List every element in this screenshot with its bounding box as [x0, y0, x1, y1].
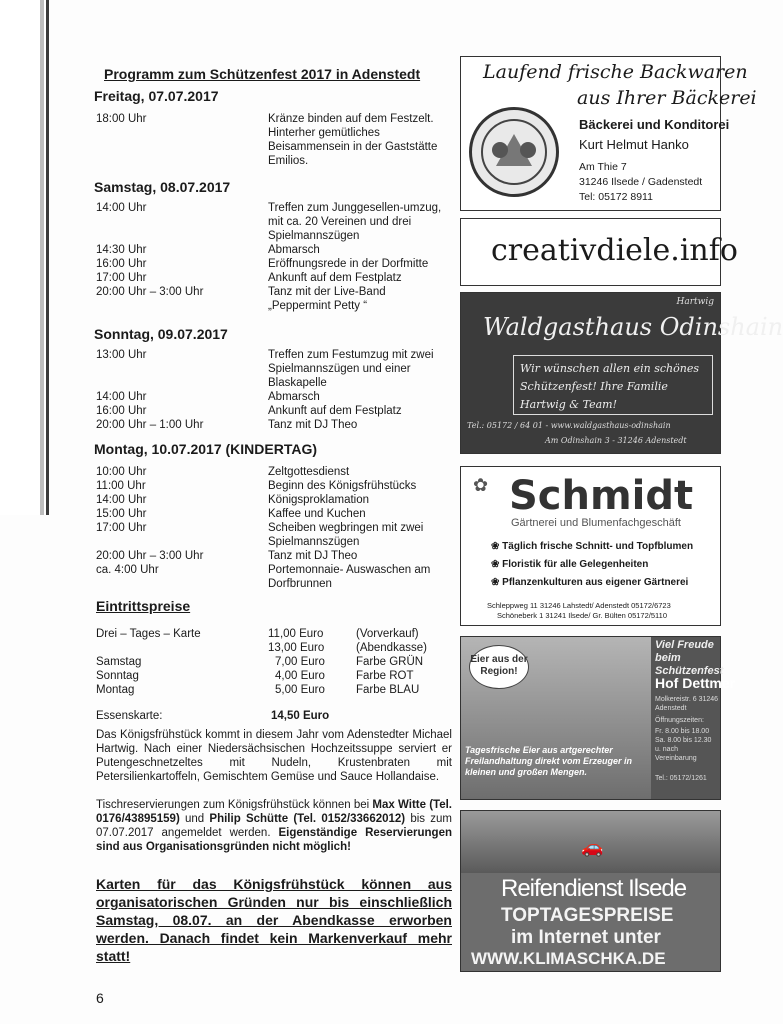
reifendienst-ad	[460, 810, 721, 972]
day-heading: Montag, 10.07.2017 (KINDERTAG)	[94, 441, 318, 457]
event-time: 16:00 Uhr	[96, 405, 147, 417]
prices-heading: Eintrittspreise	[96, 598, 191, 614]
event-desc: Eröffnungsrede in der Dorfmitte	[268, 258, 429, 270]
car-icon: 🚗	[581, 837, 604, 857]
event-time: 20:00 Uhr – 3:00 Uhr	[96, 550, 204, 562]
event-desc: Kaffee und Kuchen	[268, 508, 366, 520]
eggs-bubble: Eier aus der Region!	[469, 645, 529, 689]
day-heading: Samstag, 08.07.2017	[94, 179, 231, 195]
bakery-owner: Kurt Helmut Hanko	[579, 137, 689, 152]
waldgasthaus-brand: Hartwig	[676, 297, 714, 307]
price-label: Samstag	[96, 656, 142, 668]
price-amount: 4,00 Euro	[275, 670, 325, 682]
event-time: 20:00 Uhr – 3:00 Uhr	[96, 286, 204, 298]
bakery-street: Am Thie 7	[579, 161, 627, 173]
event-time: 14:00 Uhr	[96, 494, 147, 506]
price-note: Farbe ROT	[356, 670, 414, 682]
event-desc: Ankunft auf dem Festplatz	[268, 405, 402, 417]
event-time: 10:00 Uhr	[96, 466, 147, 478]
event-desc: Tanz mit DJ Theo	[268, 550, 358, 562]
price-label: Montag	[96, 684, 135, 696]
event-time: 14:30 Uhr	[96, 244, 147, 256]
event-desc: Tanz mit der Live-Band „Peppermint Petty “	[268, 286, 386, 312]
price-label: Drei – Tages – Karte	[96, 628, 201, 640]
price-note: Farbe GRÜN	[356, 656, 424, 668]
event-desc: Beginn des Königsfrühstücks	[268, 480, 417, 492]
price-note: (Abendkasse)	[356, 642, 427, 654]
festival-greeting: Viel Freude beim Schützenfest	[655, 639, 724, 677]
event-time: 13:00 Uhr	[96, 349, 147, 361]
event-time: ca. 4:00 Uhr	[96, 564, 159, 576]
event-desc: Portemonnaie- Auswaschen am Dorfbrunnen	[268, 564, 431, 590]
schmidt-item: ❀ Floristik für alle Gelegenheiten	[491, 559, 649, 570]
event-time: 20:00 Uhr – 1:00 Uhr	[96, 419, 204, 431]
event-time: 15:00 Uhr	[96, 508, 147, 520]
reifendienst-line1: TOPTAGESPREISE	[501, 905, 674, 926]
bullet-icon: ❀	[491, 541, 503, 552]
farm-address: Molkereistr. 6 31246 Adenstedt	[655, 696, 719, 712]
day-heading: Sonntag, 09.07.2017	[94, 326, 228, 342]
waldgasthaus-name: Waldgasthaus Odinshain	[483, 313, 783, 341]
page-number: 6	[96, 990, 104, 1006]
event-time: 16:00 Uhr	[96, 258, 147, 270]
schmidt-item: ❀ Pflanzenkulturen aus eigener Gärtnerei	[491, 577, 689, 588]
waldgasthaus-wish: Wir wünschen allen ein schönes Schützenfest! Ihre Familie Hartwig & Team!	[513, 355, 713, 415]
menu-paragraph: Das Königsfrühstück kommt in diesem Jahr vom Adenstedter Michael Hartwig. Nach einer Niedersächsischen Hochzeitssuppe serviert er Putengeschnetzeltes mit Nudeln, Krustenbraten mit Petersilienkartoffeln, Gemischtem Gemüse und Sauce Hollandaise.	[96, 729, 452, 783]
food-label: Essenskarte:	[96, 710, 163, 722]
schmidt-address-1: Schleppweg 11 31246 Lahstedt/ Adenstedt 05172/6723	[487, 601, 671, 610]
food-amount: 14,50 Euro	[271, 710, 330, 722]
event-time: 11:00 Uhr	[96, 480, 146, 492]
price-amount: 11,00 Euro	[268, 628, 324, 640]
reifendienst-name: Reifendienst Ilsede	[501, 875, 687, 902]
farm-name: Hof Dettmer	[655, 675, 736, 691]
bakery-emblem-icon	[469, 107, 559, 197]
reservation-paragraph: Tischreservierungen zum Königsfrühstück können bei Max Witte (Tel. 0176/43895159) und Philip Schütte (Tel. 0152/33662012) bis zum 07.07.2017 angemeldet werden. Eigenständige Reservierungen sind aus Organisationsgründen nicht möglich!	[96, 799, 452, 853]
bullet-icon: ❀	[491, 559, 503, 570]
bullet-icon: ❀	[491, 577, 503, 588]
hours-label: Öffnungszeiten:	[655, 717, 704, 724]
bakery-slogan-1: Laufend frische Backwaren	[483, 61, 748, 83]
eggs-photo-text: Tagesfrische Eier aus artgerechter Freilandhaltung direkt vom Erzeuger in kleinen und großen Mengen.	[465, 745, 633, 777]
hof-dettmer-ad	[460, 636, 736, 800]
bakery-name: Bäckerei und Konditorei	[579, 117, 730, 132]
event-time: 14:00 Uhr	[96, 391, 147, 403]
event-time: 14:00 Uhr	[96, 202, 147, 214]
reifendienst-line2: im Internet unter	[511, 927, 661, 948]
event-desc: Abmarsch	[268, 244, 320, 256]
creativdiele-url: creativdiele.info	[491, 233, 738, 268]
waldgasthaus-address: Am Odinshain 3 - 31246 Adenstedt	[545, 436, 687, 445]
waldgasthaus-contact: Tel.: 05172 / 64 01 - www.waldgasthaus-odinshain	[467, 421, 671, 430]
price-amount: 5,00 Euro	[275, 684, 325, 696]
event-desc: Zeltgottesdienst	[268, 466, 350, 478]
event-desc: Ankunft auf dem Festplatz	[268, 272, 402, 284]
bakery-slogan-2: aus Ihrer Bäckerei	[577, 87, 757, 109]
event-time: 17:00 Uhr	[96, 522, 147, 534]
price-label: Sonntag	[96, 670, 139, 682]
creativdiele-ad	[460, 218, 738, 286]
flower-icon: ✿	[473, 475, 489, 495]
schmidt-subtitle: Gärtnerei und Blumenfachgeschäft	[511, 517, 681, 529]
reifendienst-website: WWW.KLIMASCHKA.DE	[471, 949, 666, 968]
price-amount: 7,00 Euro	[275, 656, 325, 668]
farm-phone: Tel.: 05172/1261	[655, 775, 707, 782]
event-time: 17:00 Uhr	[96, 272, 147, 284]
price-note: Farbe BLAU	[356, 684, 420, 696]
event-desc: Kränze binden auf dem Festzelt. Hinterher gemütliches Beisammensein in der Gaststätte Emilios.	[268, 113, 438, 167]
schmidt-ad	[460, 466, 721, 626]
program-title: Programm zum Schützenfest 2017 in Adenstedt	[104, 66, 421, 82]
schmidt-name: Schmidt	[509, 473, 694, 519]
day-heading: Freitag, 07.07.2017	[94, 88, 219, 104]
ticket-notice: Karten für das Königsfrühstück können aus organisatorischen Gründen nur bis einschließlich Samstag, 08.07. an der Abendkasse erworben werden. Danach findet kein Markenverkauf mehr statt!	[96, 876, 452, 964]
bakery-ad	[460, 56, 757, 211]
farm-hours: Fr. 8.00 bis 18.00 Sa. 8.00 bis 12.30 u. nach Vereinbarung	[655, 728, 712, 762]
event-desc: Treffen zum Festumzug mit zwei Spielmannszügen und einer Blaskapelle	[268, 349, 434, 389]
event-desc: Scheiben wegbringen mit zwei Spielmannszügen	[268, 522, 424, 548]
page-binding-shadow	[40, 0, 44, 515]
bakery-phone: Tel: 05172 8911	[579, 191, 653, 203]
price-amount: 13,00 Euro	[268, 642, 325, 654]
event-desc: Abmarsch	[268, 391, 320, 403]
price-note: (Vorverkauf)	[356, 628, 419, 640]
event-desc: Tanz mit DJ Theo	[268, 419, 358, 431]
waldgasthaus-ad	[460, 292, 783, 454]
schmidt-address-2: Schöneberk 1 31241 Ilsede/ Gr. Bülten 05172/5110	[497, 611, 667, 620]
schmidt-item: ❀ Täglich frische Schnitt- und Topfblumen	[491, 541, 694, 552]
event-time: 18:00 Uhr	[96, 113, 147, 125]
bakery-city: 31246 Ilsede / Gadenstedt	[579, 176, 703, 188]
event-desc: Treffen zum Junggesellen-umzug, mit ca. 20 Vereinen und drei Spielmannszügen	[268, 202, 442, 242]
farm-info-panel	[651, 637, 736, 799]
event-desc: Königsproklamation	[268, 494, 370, 506]
